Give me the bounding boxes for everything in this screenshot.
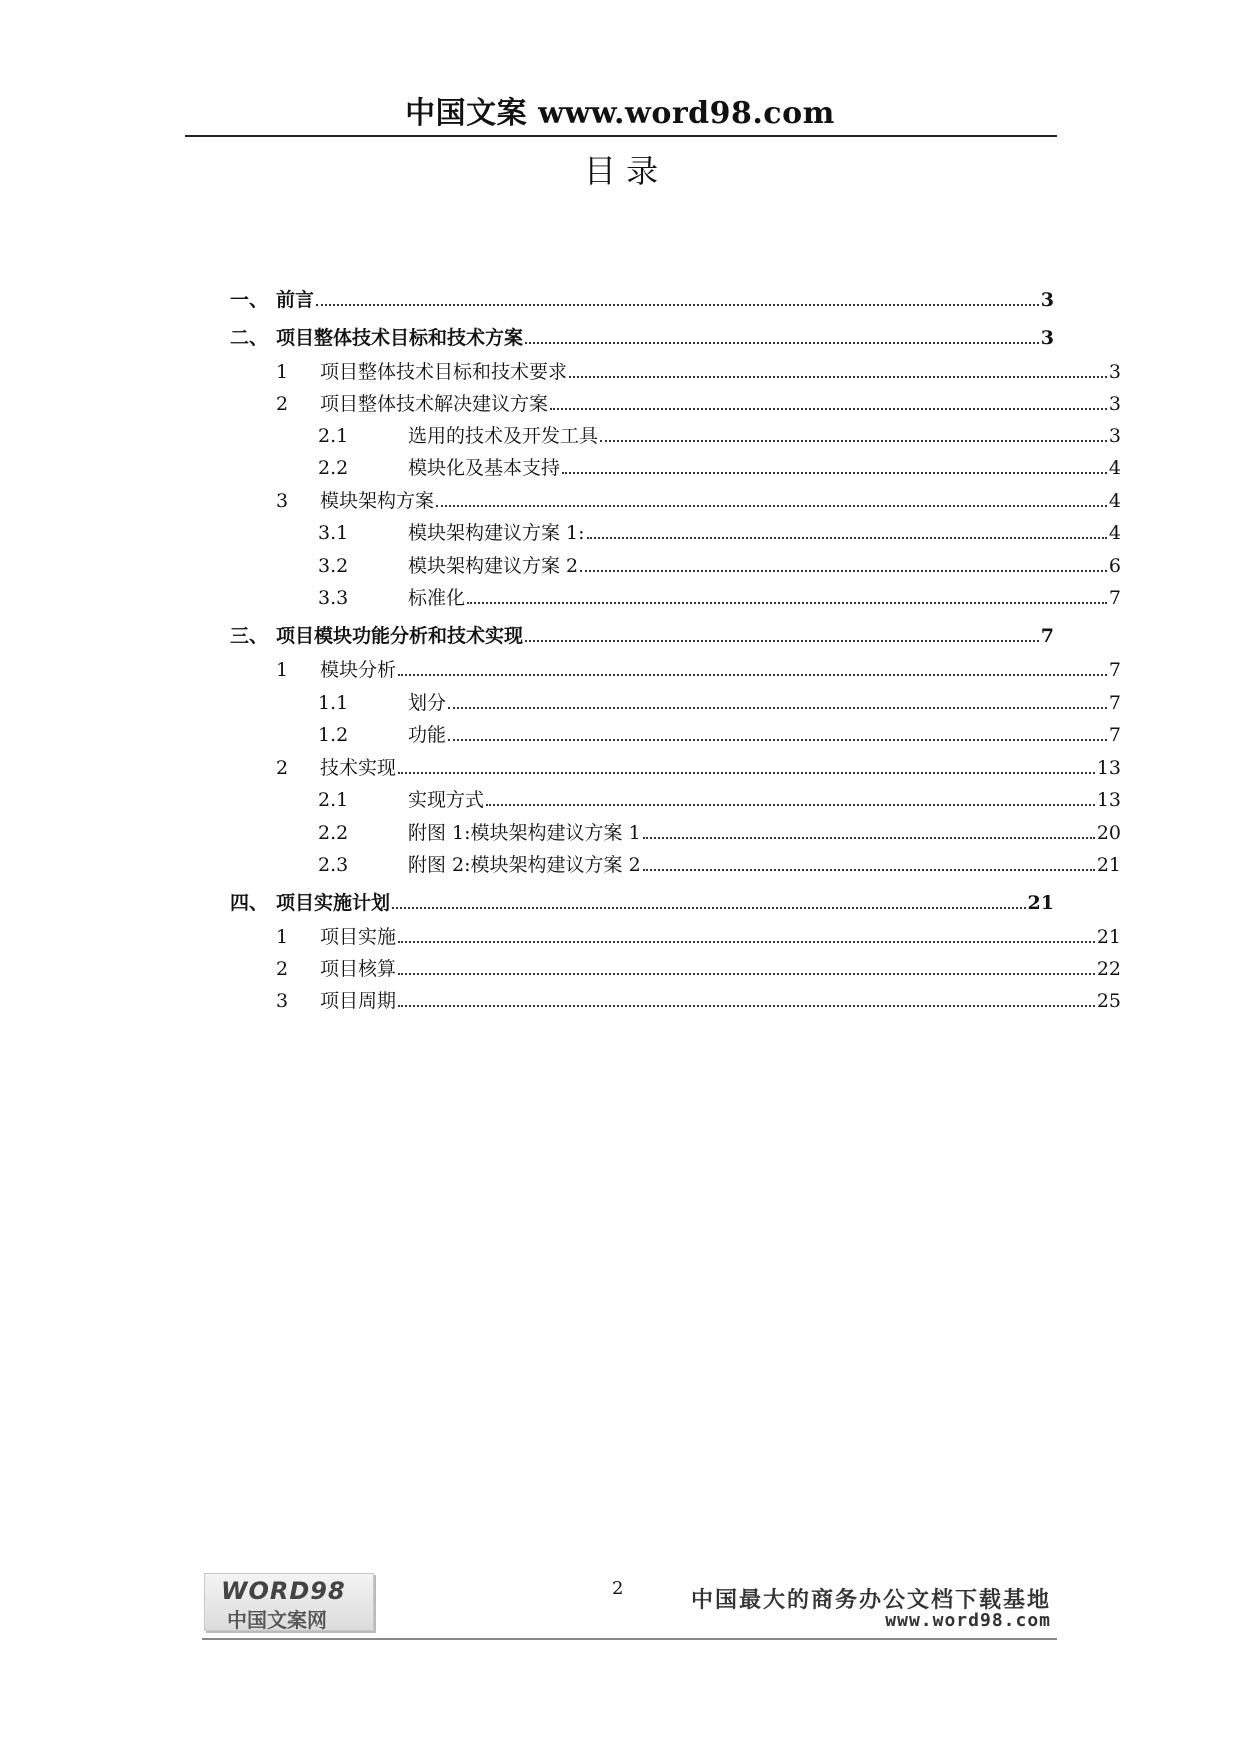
toc-entry-title: 模块架构方案 <box>320 490 435 512</box>
toc-entry-title: 项目核算 <box>320 958 397 980</box>
toc-entry-number: 1.2 <box>318 724 349 746</box>
toc-entry-page: 7 <box>1108 659 1121 681</box>
toc-dot-leader <box>316 304 1039 306</box>
toc-entry[interactable] <box>318 416 1121 448</box>
toc-entry-page: 6 <box>1108 555 1121 577</box>
toc-entry[interactable] <box>318 780 1121 812</box>
toc-dot-leader <box>448 739 1107 741</box>
toc-entry-number: 1.1 <box>318 692 349 714</box>
toc-entry-title: 模块架构建议方案 2 <box>408 555 579 577</box>
toc-dot-leader <box>643 869 1095 871</box>
toc-dot-leader <box>569 376 1107 378</box>
toc-dot-leader <box>525 342 1039 344</box>
toc-entry[interactable] <box>318 448 1121 480</box>
toc-dot-leader <box>580 570 1107 572</box>
footer-tagline: 中国最大的商务办公文档下载基地 <box>690 1588 1051 1613</box>
toc-entry[interactable] <box>318 845 1121 877</box>
toc-entry-title: 选用的技术及开发工具 <box>408 425 599 447</box>
header-title: 中国文案 www.word98.com <box>405 96 835 131</box>
toc-entry-number: 四、 <box>230 892 269 914</box>
toc-entry-number: 2.3 <box>318 854 349 876</box>
word98-logo <box>204 1573 374 1631</box>
toc-entry-page: 3 <box>1108 425 1121 447</box>
toc-entry[interactable] <box>276 949 1121 981</box>
toc-dot-leader <box>550 408 1107 410</box>
toc-entry[interactable] <box>276 384 1121 416</box>
toc-dot-leader <box>448 707 1107 709</box>
toc-entry-title: 附图 1:模块架构建议方案 1 <box>408 822 641 844</box>
toc-entry-title: 项目模块功能分析和技术实现 <box>276 625 524 647</box>
footer-url: www.word98.com <box>885 1610 1051 1631</box>
toc-entry-title: 项目实施 <box>320 926 397 948</box>
toc-entry-number: 2 <box>276 757 289 779</box>
toc-entry[interactable] <box>230 280 1054 312</box>
toc-entry-number: 2 <box>276 393 289 415</box>
toc-entry[interactable] <box>318 513 1121 545</box>
toc-entry-title: 项目整体技术目标和技术要求 <box>320 361 568 383</box>
toc-entry-page: 20 <box>1096 822 1121 844</box>
toc-entry[interactable] <box>276 352 1121 384</box>
toc-entry-number: 三、 <box>230 625 269 647</box>
toc-entry-page: 7 <box>1108 587 1121 609</box>
toc-entry[interactable] <box>318 546 1121 578</box>
toc-dot-leader <box>643 837 1095 839</box>
toc-dot-leader <box>525 640 1039 642</box>
toc-entry-page: 21 <box>1027 892 1054 914</box>
toc-entry-title: 模块化及基本支持 <box>408 457 561 479</box>
toc-entry-page: 21 <box>1096 854 1121 876</box>
toc-entry[interactable] <box>276 748 1121 780</box>
toc-entry-number: 3 <box>276 990 289 1012</box>
toc-dot-leader <box>600 440 1107 442</box>
toc-entry-page: 4 <box>1108 490 1121 512</box>
toc-entry-number: 2.1 <box>318 789 349 811</box>
toc-entry[interactable] <box>230 883 1054 915</box>
toc-dot-leader <box>392 907 1026 909</box>
toc-entry-title: 模块分析 <box>320 659 397 681</box>
toc-entry-title: 技术实现 <box>320 757 397 779</box>
toc-entry-title: 前言 <box>276 289 315 311</box>
footer-divider <box>202 1638 1057 1640</box>
toc-dot-leader <box>486 804 1095 806</box>
toc-dot-leader <box>398 941 1095 943</box>
toc-entry-page: 3 <box>1108 361 1121 383</box>
logo-chinese-text: 中国文案网 <box>227 1608 327 1632</box>
toc-entry-number: 1 <box>276 926 289 948</box>
toc-entry[interactable] <box>318 578 1121 610</box>
toc-entry-number: 1 <box>276 659 289 681</box>
toc-entry-title: 标准化 <box>408 587 466 609</box>
toc-entry[interactable] <box>230 616 1054 648</box>
toc-entry-page: 7 <box>1108 724 1121 746</box>
toc-entry-number: 3.3 <box>318 587 349 609</box>
toc-entry-number: 3 <box>276 490 289 512</box>
toc-entry-title: 实现方式 <box>408 789 485 811</box>
page-number: 2 <box>612 1578 624 1599</box>
toc-entry[interactable] <box>276 650 1121 682</box>
toc-entry[interactable] <box>318 683 1121 715</box>
toc-entry[interactable] <box>318 715 1121 747</box>
toc-dot-leader <box>436 505 1107 507</box>
toc-entry-page: 21 <box>1096 926 1121 948</box>
toc-entry-title: 划分 <box>408 692 447 714</box>
toc-entry-page: 3 <box>1040 327 1054 349</box>
toc-entry-page: 13 <box>1096 757 1121 779</box>
toc-entry[interactable] <box>276 917 1121 949</box>
toc-entry-page: 7 <box>1108 692 1121 714</box>
toc-entry-title: 功能 <box>408 724 447 746</box>
toc-entry-title: 附图 2:模块架构建议方案 2 <box>408 854 641 876</box>
toc-entry[interactable] <box>318 813 1121 845</box>
toc-dot-leader <box>398 674 1107 676</box>
toc-entry[interactable] <box>276 481 1121 513</box>
toc-entry-title: 项目整体技术解决建议方案 <box>320 393 549 415</box>
toc-entry-page: 4 <box>1108 457 1121 479</box>
toc-entry-number: 2.2 <box>318 822 349 844</box>
toc-entry-title: 项目整体技术目标和技术方案 <box>276 327 524 349</box>
toc-entry-page: 4 <box>1108 522 1121 544</box>
toc-entry-page: 22 <box>1096 958 1121 980</box>
toc-entry-number: 2.1 <box>318 425 349 447</box>
toc-entry[interactable] <box>276 981 1121 1013</box>
toc-entry-title: 项目周期 <box>320 990 397 1012</box>
toc-entry-number: 3.2 <box>318 555 349 577</box>
toc-entry-page: 13 <box>1096 789 1121 811</box>
toc-entry[interactable] <box>230 318 1054 350</box>
toc-dot-leader <box>562 472 1107 474</box>
toc-dot-leader <box>467 602 1107 604</box>
toc-dot-leader <box>587 537 1107 539</box>
toc-entry-number: 2.2 <box>318 457 349 479</box>
toc-entry-number: 1 <box>276 361 289 383</box>
toc-entry-page: 25 <box>1096 990 1121 1012</box>
toc-dot-leader <box>398 772 1095 774</box>
toc-title: 目 录 <box>583 152 659 190</box>
toc-entry-number: 3.1 <box>318 522 349 544</box>
logo-word-text: WORD98 <box>221 1577 346 1605</box>
toc-dot-leader <box>398 973 1095 975</box>
toc-entry-title: 模块架构建议方案 1: <box>408 522 585 544</box>
toc-entry-page: 7 <box>1040 625 1054 647</box>
toc-entry-page: 3 <box>1040 289 1054 311</box>
toc-entry-number: 2 <box>276 958 289 980</box>
toc-entry-title: 项目实施计划 <box>276 892 391 914</box>
toc-entry-number: 二、 <box>230 327 269 349</box>
toc-dot-leader <box>398 1005 1095 1007</box>
toc-entry-page: 3 <box>1108 393 1121 415</box>
toc-entry-number: 一、 <box>230 289 269 311</box>
header-divider <box>185 135 1057 137</box>
